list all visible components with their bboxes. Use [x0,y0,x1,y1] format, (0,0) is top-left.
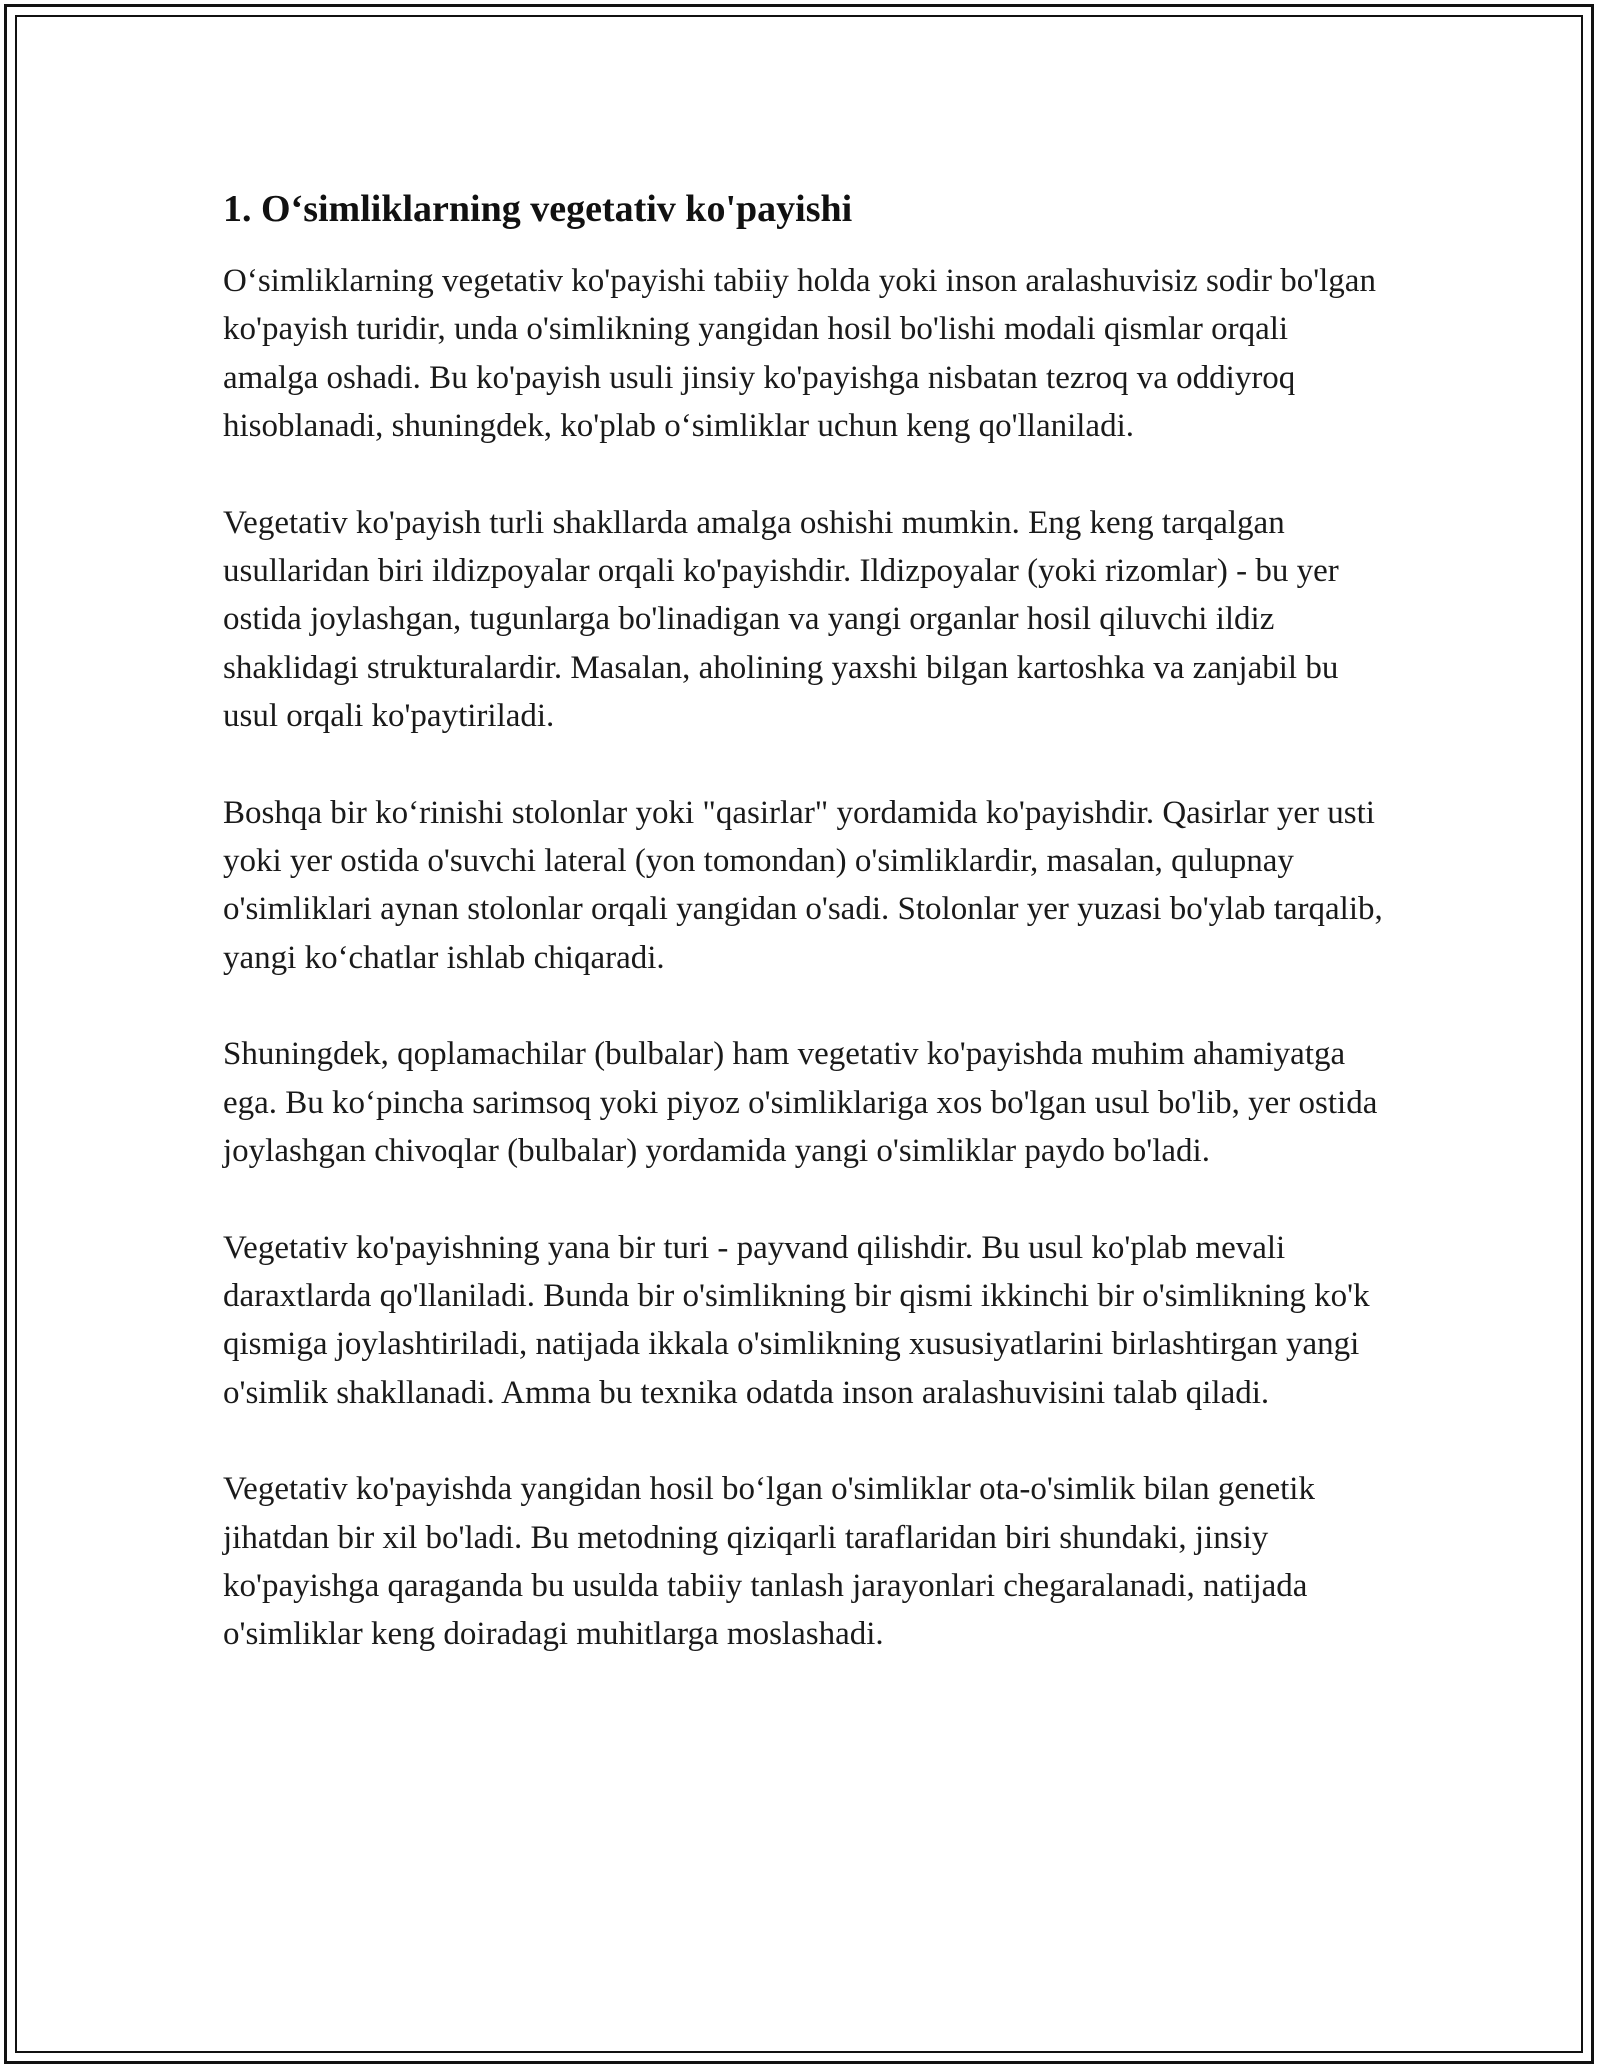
paragraph-stolons: Boshqa bir ko‘rinishi stolonlar yoki "qasirlar" yordamida ko'payishdir. Qasirlar yer usti yoki yer ostida o'suvchi lateral (yon tomondan) o'simliklardir, masalan, qulupnay o'simliklari aynan stolonlar orqali yangidan o'sadi. Stolonlar yer yuzasi bo'ylab tarqalib, yangi ko‘chatlar ishlab chiqaradi. [223,794,1383,976]
document-body [223,186,1383,1707]
paragraph-grafting: Vegetativ ko'payishning yana bir turi - payvand qilishdir. Bu usul ko'plab mevali daraxtlarda qo'llaniladi. Bunda bir o'simlikning bir qismi ikkinchi bir o'simlikning ko'k qismiga joylashtiriladi, natijada ikkala o'simlikning xususiyatlarini birlashtirgan yangi o'simlik shakllanadi. Amma bu texnika odatda inson aralashuvisini talab qiladi. [223,1229,1370,1411]
paragraph-rhizomes: Vegetativ ko'payish turli shakllarda amalga oshishi mumkin. Eng keng tarqalgan usullaridan biri ildizpoyalar orqali ko'payishdir. Ildizpoyalar (yoki rizomlar) - bu yer ostida joylashgan, tugunlarga bo'linadigan va yangi organlar hosil qiluvchi ildiz shaklidagi strukturalardir. Masalan, aholining yaxshi bilgan kartoshka va zanjabil bu usul orqali ko'paytiriladi. [223,504,1339,735]
paragraph-bulbs: Shuningdek, qoplamachilar (bulbalar) ham vegetativ ko'payishda muhim ahamiyatga ega. Bu ko‘pincha sarimsoq yoki piyoz o'simliklariga xos bo'lgan usul bo'lib, yer ostida joylashgan chivoqlar (bulbalar) yordamida yangi o'simliklar paydo bo'ladi. [223,1036,1378,1170]
section-heading: 1. O‘simliklarning vegetativ ko'payishi [223,188,853,230]
paragraph-genetics: Vegetativ ko'payishda yangidan hosil bo‘lgan o'simliklar ota-o'simlik bilan genetik jihatdan bir xil bo'ladi. Bu metodning qiziqarli taraflaridan biri shundaki, jinsiy ko'payishga qaraganda bu usulda tabiiy tanlash jarayonlari chegaralanadi, natijada o'simliklar keng doiradagi muhitlarga moslashadi. [223,1471,1315,1653]
paragraph-intro: O‘simliklarning vegetativ ko'payishi tabiiy holda yoki inson aralashuvisiz sodir bo'lgan ko'payish turidir, unda o'simlikning yangidan hosil bo'lishi modali qismlar orqali amalga oshadi. Bu ko'payish usuli jinsiy ko'payishga nisbatan tezroq va oddiyroq hisoblanadi, shuningdek, ko'plab o‘simliklar uchun keng qo'llaniladi. [223,263,1376,445]
